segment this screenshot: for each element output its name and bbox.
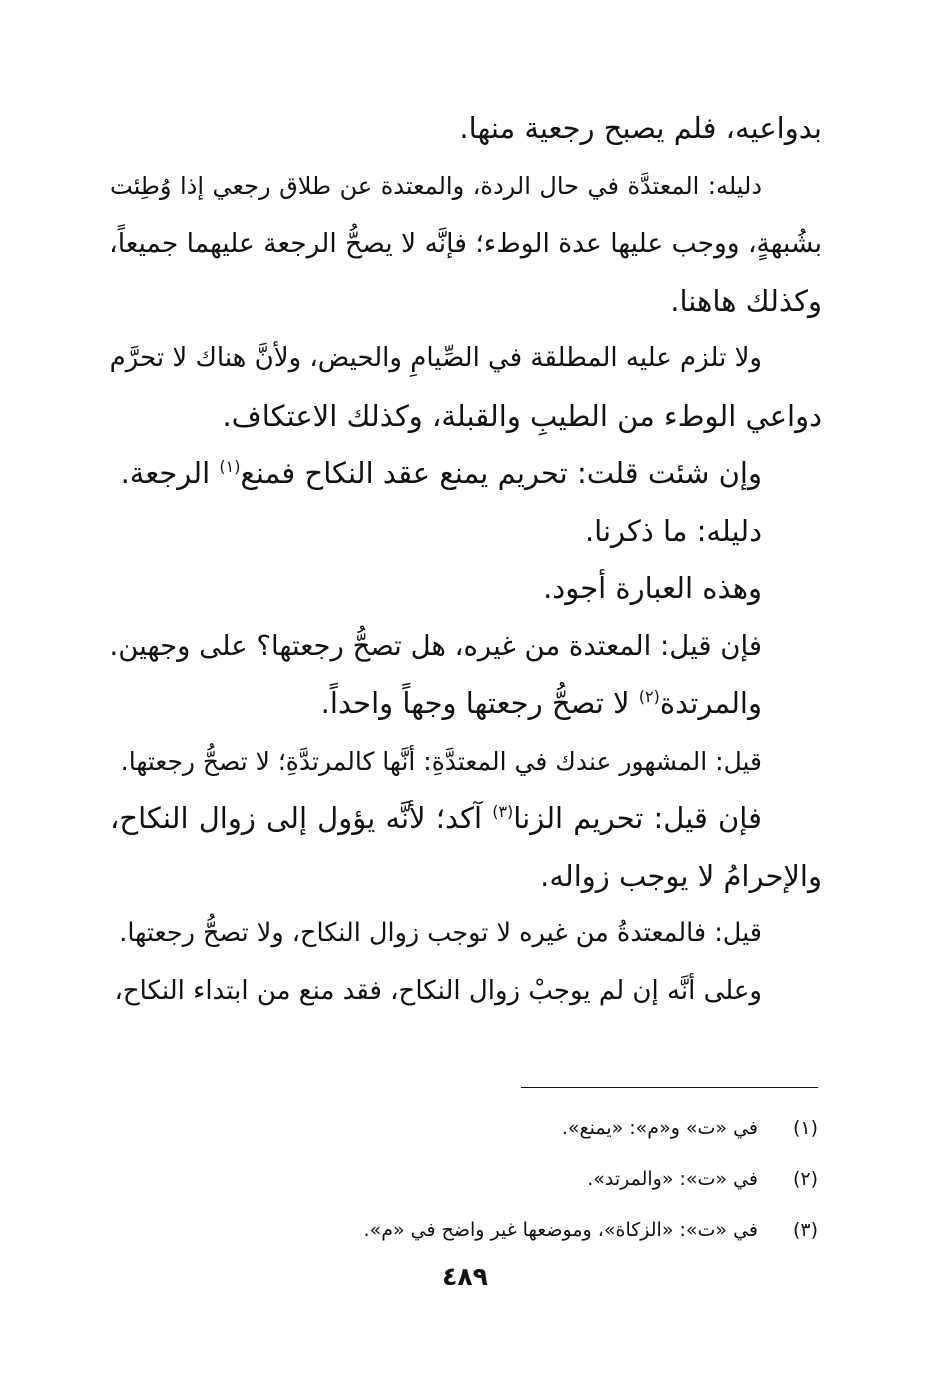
footnote-marker: (٣) — [492, 802, 514, 821]
text-line — [110, 158, 822, 216]
footnote-separator — [521, 1087, 818, 1088]
line-text: والمرتدة — [659, 686, 762, 720]
footnote-number: (١) — [792, 1117, 818, 1139]
footnote-number: (٢) — [792, 1168, 818, 1190]
footnote-number: (٣) — [792, 1219, 818, 1241]
text-line — [110, 733, 822, 791]
text-line — [110, 790, 822, 848]
line-text-continued: لا تصحُّ رجعتها وجهاً واحداً. — [320, 686, 639, 720]
text-line — [110, 215, 822, 273]
line-text: وإن شئت قلت: تحريم يمنع عقد النكاح فمنع — [240, 456, 762, 490]
line-text: قيل: المشهور عندك في المعتدَّةِ: أنَّها كالمرتدَّةِ؛ لا تصحُّ رجعتها. — [120, 746, 762, 776]
page-body — [110, 100, 822, 1020]
line-text: قيل: فالمعتدةُ من غيره لا توجب زوال النكاح، ولا تصحُّ رجعتها. — [119, 918, 762, 948]
line-text: بشُبهةٍ، ووجب عليها عدة الوطء؛ فإنَّه لا يصحُّ الرجعة عليهما جميعاً، — [109, 228, 822, 259]
footnote — [200, 1154, 818, 1205]
footnote-text: في «ت»: «الزكاة»، وموضعها غير واضح في «م». — [363, 1219, 758, 1241]
line-text: والإحرامُ لا يوجب زواله. — [540, 858, 822, 893]
footnote-marker: (٢) — [638, 687, 660, 706]
footnote-text: في «ت»: «والمرتد». — [587, 1168, 758, 1190]
text-line — [110, 100, 822, 158]
line-text: وهذه العبارة أجود. — [543, 571, 762, 605]
text-line — [110, 273, 822, 331]
text-line — [110, 848, 822, 906]
line-text: دليله: ما ذكرنا. — [584, 513, 762, 548]
line-text: دواعي الوطء من الطيبِ والقبلة، وكذلك الاعتكاف. — [222, 398, 822, 433]
page-number: ٤٨٩ — [442, 1262, 488, 1291]
text-line — [110, 388, 822, 446]
line-text: وعلى أنَّه إن لم يوجبْ زوال النكاح، فقد منع من ابتداء النكاح، — [114, 975, 762, 1006]
line-text: فإن قيل: المعتدة من غيره، هل تصحُّ رجعتها؟ على وجهين. — [109, 629, 762, 662]
line-text: وكذلك هاهنا. — [670, 283, 822, 318]
footnote-marker: (١) — [219, 457, 241, 476]
footnotes — [200, 1103, 818, 1256]
text-line — [110, 330, 822, 388]
line-text-continued: آكد؛ لأنَّه يؤول إلى زوال النكاح، — [110, 801, 493, 835]
footnote — [200, 1205, 818, 1256]
footnote — [200, 1103, 818, 1154]
line-text: فإن قيل: تحريم الزنا — [513, 801, 762, 835]
text-line — [110, 618, 822, 676]
text-line — [110, 963, 822, 1021]
line-text: دليله: المعتدَّة في حال الردة، والمعتدة عن طلاق رجعي إذا وُطِئت — [110, 171, 762, 200]
line-text: ولا تلزم عليه المطلقة في الصِّيامِ والحيض، ولأنَّ هناك لا تحرَّم — [109, 343, 762, 373]
text-line — [110, 905, 822, 963]
text-line — [110, 503, 822, 561]
line-text: بدواعيه، فلم يصبح رجعية منها. — [459, 111, 822, 145]
text-line — [110, 675, 822, 733]
footnote-text: في «ت» و«م»: «يمنع». — [561, 1117, 758, 1139]
text-line — [110, 445, 822, 503]
text-line — [110, 560, 822, 618]
line-text-continued: الرجعة. — [120, 456, 220, 490]
